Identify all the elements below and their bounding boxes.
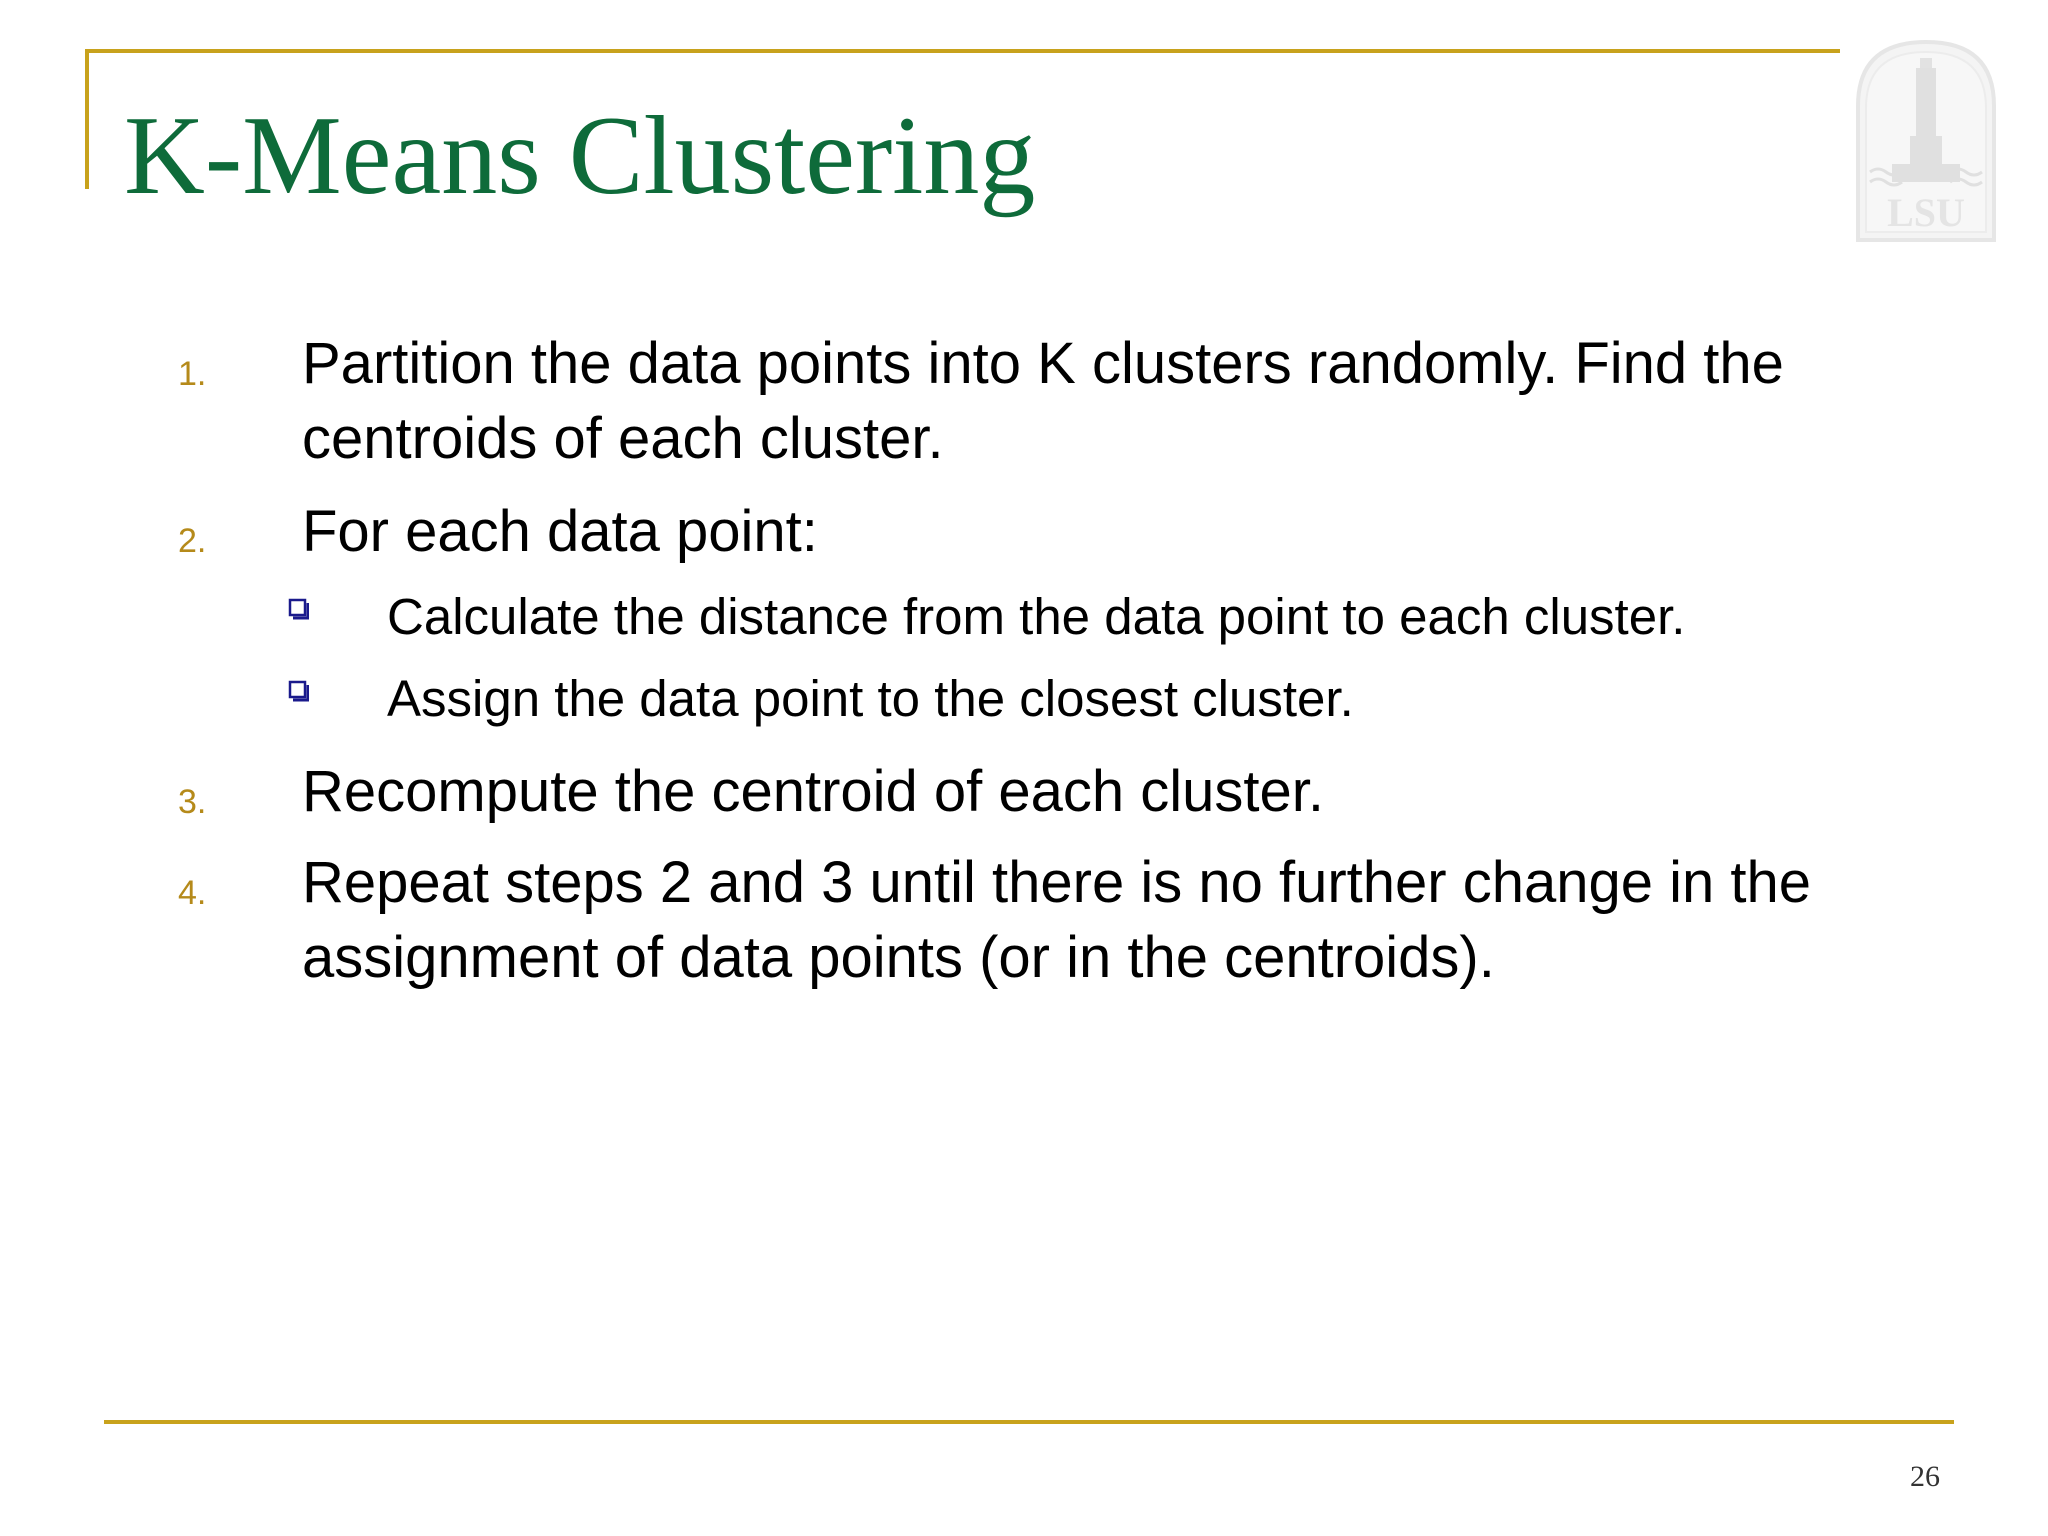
step-2-subitem-1: Calculate the distance from the data point to each cluster. [387, 588, 1686, 645]
step-2-number: 2. [178, 522, 207, 560]
step-2-text: For each data point: [302, 499, 818, 564]
slide-title: K-Means Clustering [124, 94, 1036, 218]
step-3-number: 3. [178, 783, 207, 821]
step-2-subitem-2: Assign the data point to the closest cluster. [387, 670, 1354, 727]
footer-rule [104, 1420, 1954, 1424]
step-4-text: Repeat steps 2 and 3 until there is no further change in the assignment of data points (or in the centroids). [302, 850, 1811, 990]
step-1-number: 1. [178, 355, 207, 393]
square-bullet-icon [287, 680, 309, 702]
step-3-text: Recompute the centroid of each cluster. [302, 759, 1325, 824]
svg-text:LSU: LSU [1887, 190, 1965, 235]
square-bullet-icon [287, 598, 309, 620]
step-4-number: 4. [178, 874, 207, 912]
step-1-text: Partition the data points into K clusters randomly. Find the centroids of each cluster. [302, 331, 1784, 471]
page-number: 26 [1910, 1460, 1940, 1493]
